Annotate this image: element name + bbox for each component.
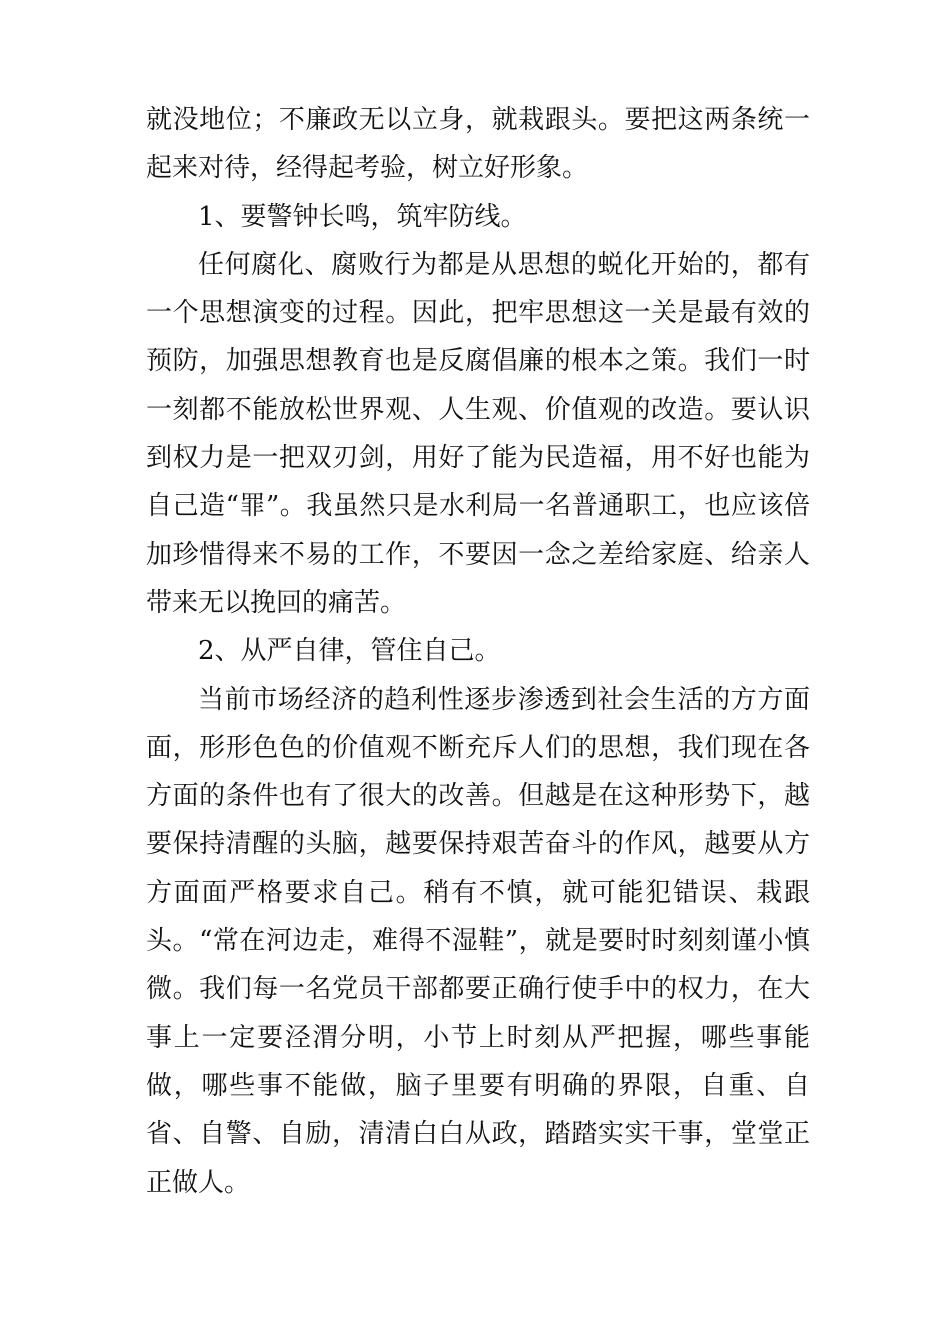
- section-heading-2: 2、从严自律，管住自己。: [198, 636, 501, 667]
- paragraph-section-1-body: 任何腐化、腐败行为都是从思想的蜕化开始的，都有一个思想演变的过程。因此，把牢思想这一关是最有效的预防，加强思想教育也是反腐倡廉的根本之策。我们一时一刻都不能放松世界观、人生观、价值观的改造。要认识到权力是一把双刃剑，用好了能为民造福，用不好也能为自己造“罪”。我虽然只是水利局一名普通职工，也应该倍加珍惜得来不易的工作，不要因一念之差给家庭、给亲人带来无以挽回的痛苦。: [146, 249, 810, 618]
- section-heading-1: 1、要警钟长鸣，筑牢防线。: [198, 201, 527, 232]
- paragraph-section-2-body: 当前市场经济的趋利性逐步渗透到社会生活的方方面面，形形色色的价值观不断充斥人们的思想，我们现在各方面的条件也有了很大的改善。但越是在这种形势下，越要保持清醒的头脑，越要保持艰苦奋斗的作风，越要从方方面面严格要求自己。稍有不慎，就可能犯错误、栽跟头。“常在河边走，难得不湿鞋”，就是要时时刻刻谨小慎微。我们每一名党员干部都要正确行使手中的权力，在大事上一定要泾渭分明，小节上时刻从严把握，哪些事能做，哪些事不能做，脑子里要有明确的界限，自重、自省、自警、自励，清清白白从政，踏踏实实干事，堂堂正正做人。: [146, 684, 810, 1198]
- paragraph-continuation: 就没地位；不廉政无以立身，就栽跟头。要把这两条统一起来对待，经得起考验，树立好形象。: [146, 105, 810, 184]
- document-body: [146, 96, 810, 1207]
